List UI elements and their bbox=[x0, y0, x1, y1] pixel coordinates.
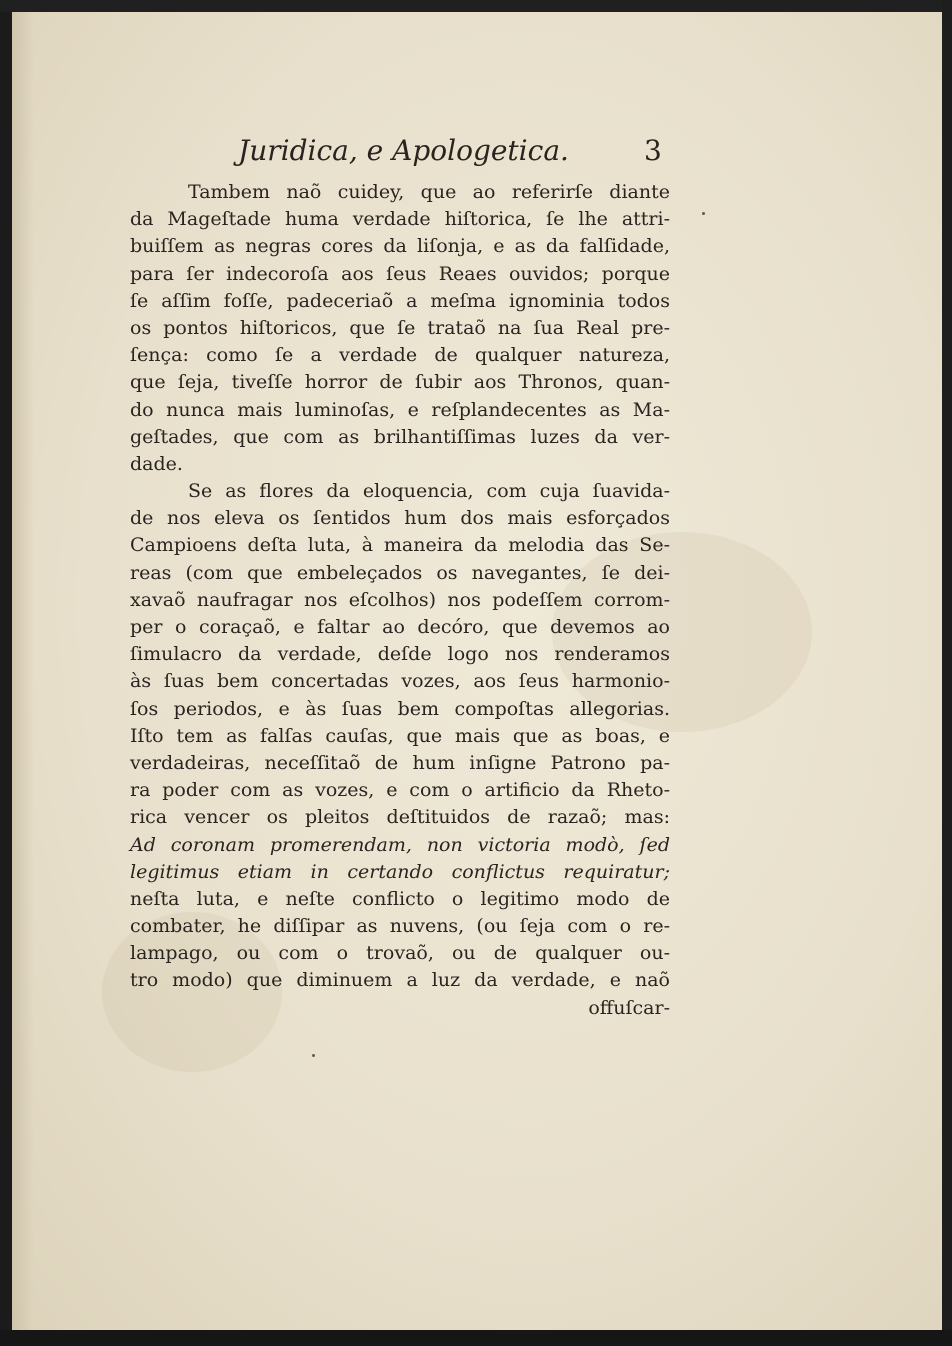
text-line: ſimulacro da verdade, deſde logo nos renderamos bbox=[130, 643, 670, 666]
latin-quote-line: Ad coronam promerendam, non victoria modò, ſed bbox=[130, 833, 670, 856]
text-line: do nunca mais luminoſas, e reſplandecentes as Ma- bbox=[130, 398, 670, 421]
body-text bbox=[130, 179, 670, 1022]
running-title: Juridica, e Apologetica. bbox=[238, 134, 569, 167]
ink-speck bbox=[312, 1054, 315, 1057]
text-line: Tambem naõ cuidey, que ao referirſe diante bbox=[188, 181, 670, 203]
scan-border-top bbox=[0, 0, 952, 12]
text-line: às ſuas bem concertadas vozes, aos ſeus harmonio- bbox=[130, 670, 670, 693]
running-head bbox=[238, 134, 678, 174]
page-number: 3 bbox=[644, 134, 662, 167]
text-line: da Mageſtade huma verdade hiſtorica, ſe lhe attri- bbox=[130, 208, 670, 231]
text-line: que ſeja, tiveſſe horror de ſubir aos Thronos, quan- bbox=[130, 371, 670, 394]
scan-border-right bbox=[942, 0, 952, 1346]
book-page bbox=[12, 12, 942, 1330]
text-line: buiſſem as negras cores da liſonja, e as da falſidade, bbox=[130, 235, 670, 258]
text-line: os pontos hiſtoricos, que ſe trataõ na ſua Real pre- bbox=[130, 316, 670, 339]
text-line: verdadeiras, neceſſitaõ de hum inſigne Patrono pa- bbox=[130, 751, 670, 774]
text-line: lampago, ou com o trovaõ, ou de qualquer ou- bbox=[130, 942, 670, 965]
text-line: ſos periodos, e às ſuas bem compoſtas allegorias. bbox=[130, 697, 670, 720]
text-line: rica vencer os pleitos deſtituidos de razaõ; mas: bbox=[130, 806, 670, 829]
text-line: geſtades, que com as brilhantiſſimas luzes da ver- bbox=[130, 425, 670, 448]
text-line: dade. bbox=[130, 452, 183, 475]
text-line: ra poder com as vozes, e com o artificio da Rheto- bbox=[130, 779, 670, 802]
text-line: ſe aſſim foſſe, padeceriaõ a meſma ignominia todos bbox=[130, 289, 670, 312]
text-line: Iſto tem as falſas cauſas, que mais que as boas, e bbox=[130, 724, 670, 747]
text-line: Se as flores da eloquencia, com cuja ſuavida- bbox=[188, 480, 670, 503]
text-line: para ſer indecoroſa aos ſeus Reaes ouvidos; porque bbox=[130, 262, 670, 285]
latin-quote-line: legitimus etiam in certando conflictus requiratur; bbox=[130, 860, 670, 883]
page-gutter-shadow bbox=[12, 12, 34, 1330]
scan-border-bottom bbox=[0, 1330, 952, 1346]
text-line: per o coraçaõ, e faltar ao decóro, que devemos ao bbox=[130, 616, 670, 638]
text-line: Campioens deſta luta, à maneira da melodia das Se- bbox=[130, 534, 670, 557]
text-line: reas (com que embeleçados os navegantes, ſe dei- bbox=[130, 561, 670, 584]
ink-speck bbox=[702, 212, 705, 215]
text-line: combater, he diſſipar as nuvens, (ou ſeja com o re- bbox=[130, 915, 670, 938]
text-line: ſença: como ſe a verdade de qualquer natureza, bbox=[130, 344, 670, 367]
text-line: de nos eleva os ſentidos hum dos mais esforçados bbox=[130, 507, 670, 530]
text-line: xavaõ naufragar nos eſcolhos) nos podeſſem corrom- bbox=[130, 588, 670, 611]
text-line: tro modo) que diminuem a luz da verdade, e naõ bbox=[130, 969, 670, 992]
text-line: neſta luta, e neſte conflicto o legitimo modo de bbox=[130, 887, 670, 910]
catchword: offuſcar- bbox=[588, 996, 670, 1019]
